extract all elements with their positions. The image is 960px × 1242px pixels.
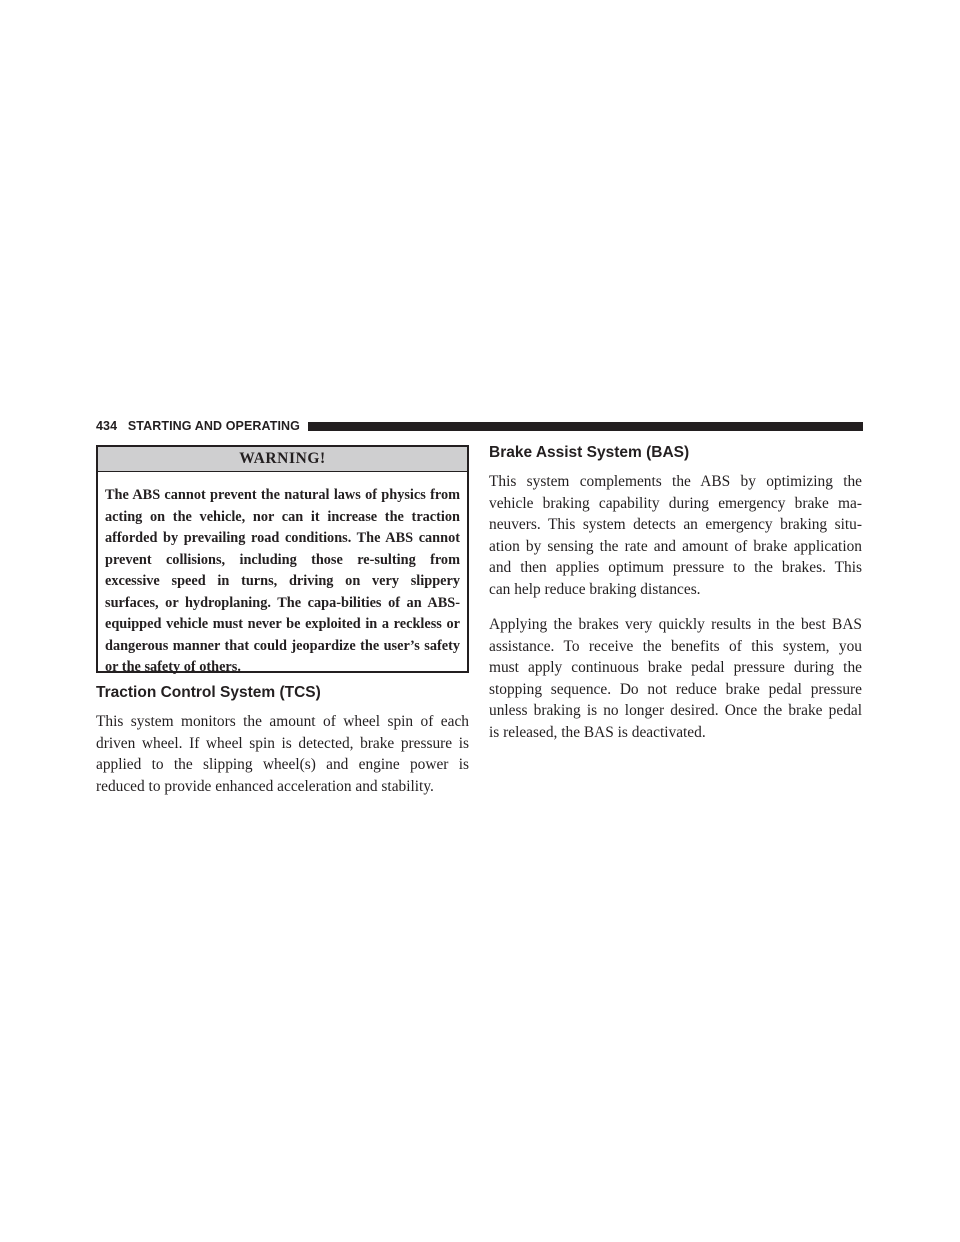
section-title: STARTING AND OPERATING (127, 419, 300, 433)
warning-title: WARNING! (98, 447, 467, 472)
bas-line: unless braking is no longer desired. Once the brake pedal (489, 702, 862, 720)
bas-line: This system complements the ABS by optimizing the (489, 473, 862, 490)
warning-box (96, 445, 469, 673)
bas-line: neuvers. This system detects an emergency braking situ- (489, 516, 862, 534)
bas-line: ation by sensing the rate and amount of brake application (489, 537, 862, 555)
bas-line: vehicle braking capability during emergency brake ma- (489, 494, 862, 512)
bas-line: stopping sequence. Do not reduce brake pedal pressure (489, 680, 862, 698)
bas-paragraph-1 (489, 471, 862, 601)
bas-line: and then applies optimum pressure to the brakes. This (489, 559, 862, 577)
page-header (96, 418, 863, 434)
tcs-heading: Traction Control System (TCS) (96, 684, 321, 701)
bas-heading: Brake Assist System (BAS) (489, 444, 690, 461)
tcs-line: This system monitors the amount of wheel spin of each (96, 713, 469, 730)
warning-body: The ABS cannot prevent the natural laws of physics from acting on the vehicle, nor can it increase the traction afforded by prevailing road conditions. The ABS cannot prevent collisions, including those re-sulting from excessive speed in turns, driving on very slippery surfaces, or hydroplaning. The capa-bilities of an ABS-equipped vehicle must never be exploited in a reckless or dangerous manner that could jeopardize the user’s safety or the safety of others. (105, 487, 460, 675)
bas-line: is released, the BAS is deactivated. (489, 723, 706, 741)
tcs-line: driven wheel. If wheel spin is detected, brake pressure is (96, 734, 469, 752)
tcs-line: reduced to provide enhanced acceleration and stability. (96, 777, 434, 795)
bas-paragraph-2 (489, 614, 862, 744)
tcs-line: applied to the slipping wheel(s) and engine power is (96, 756, 469, 774)
page-header-text (96, 419, 308, 433)
bas-line: can help reduce braking distances. (489, 580, 701, 598)
bas-line: Applying the brakes very quickly results in the best BAS (489, 616, 862, 633)
tcs-paragraph (96, 711, 469, 797)
bas-line: assistance. To receive the benefits of this system, you (489, 637, 862, 655)
page-number: 434 (96, 419, 118, 433)
header-rule (308, 422, 863, 431)
bas-line: must apply continuous brake pedal pressure during the (489, 659, 862, 677)
